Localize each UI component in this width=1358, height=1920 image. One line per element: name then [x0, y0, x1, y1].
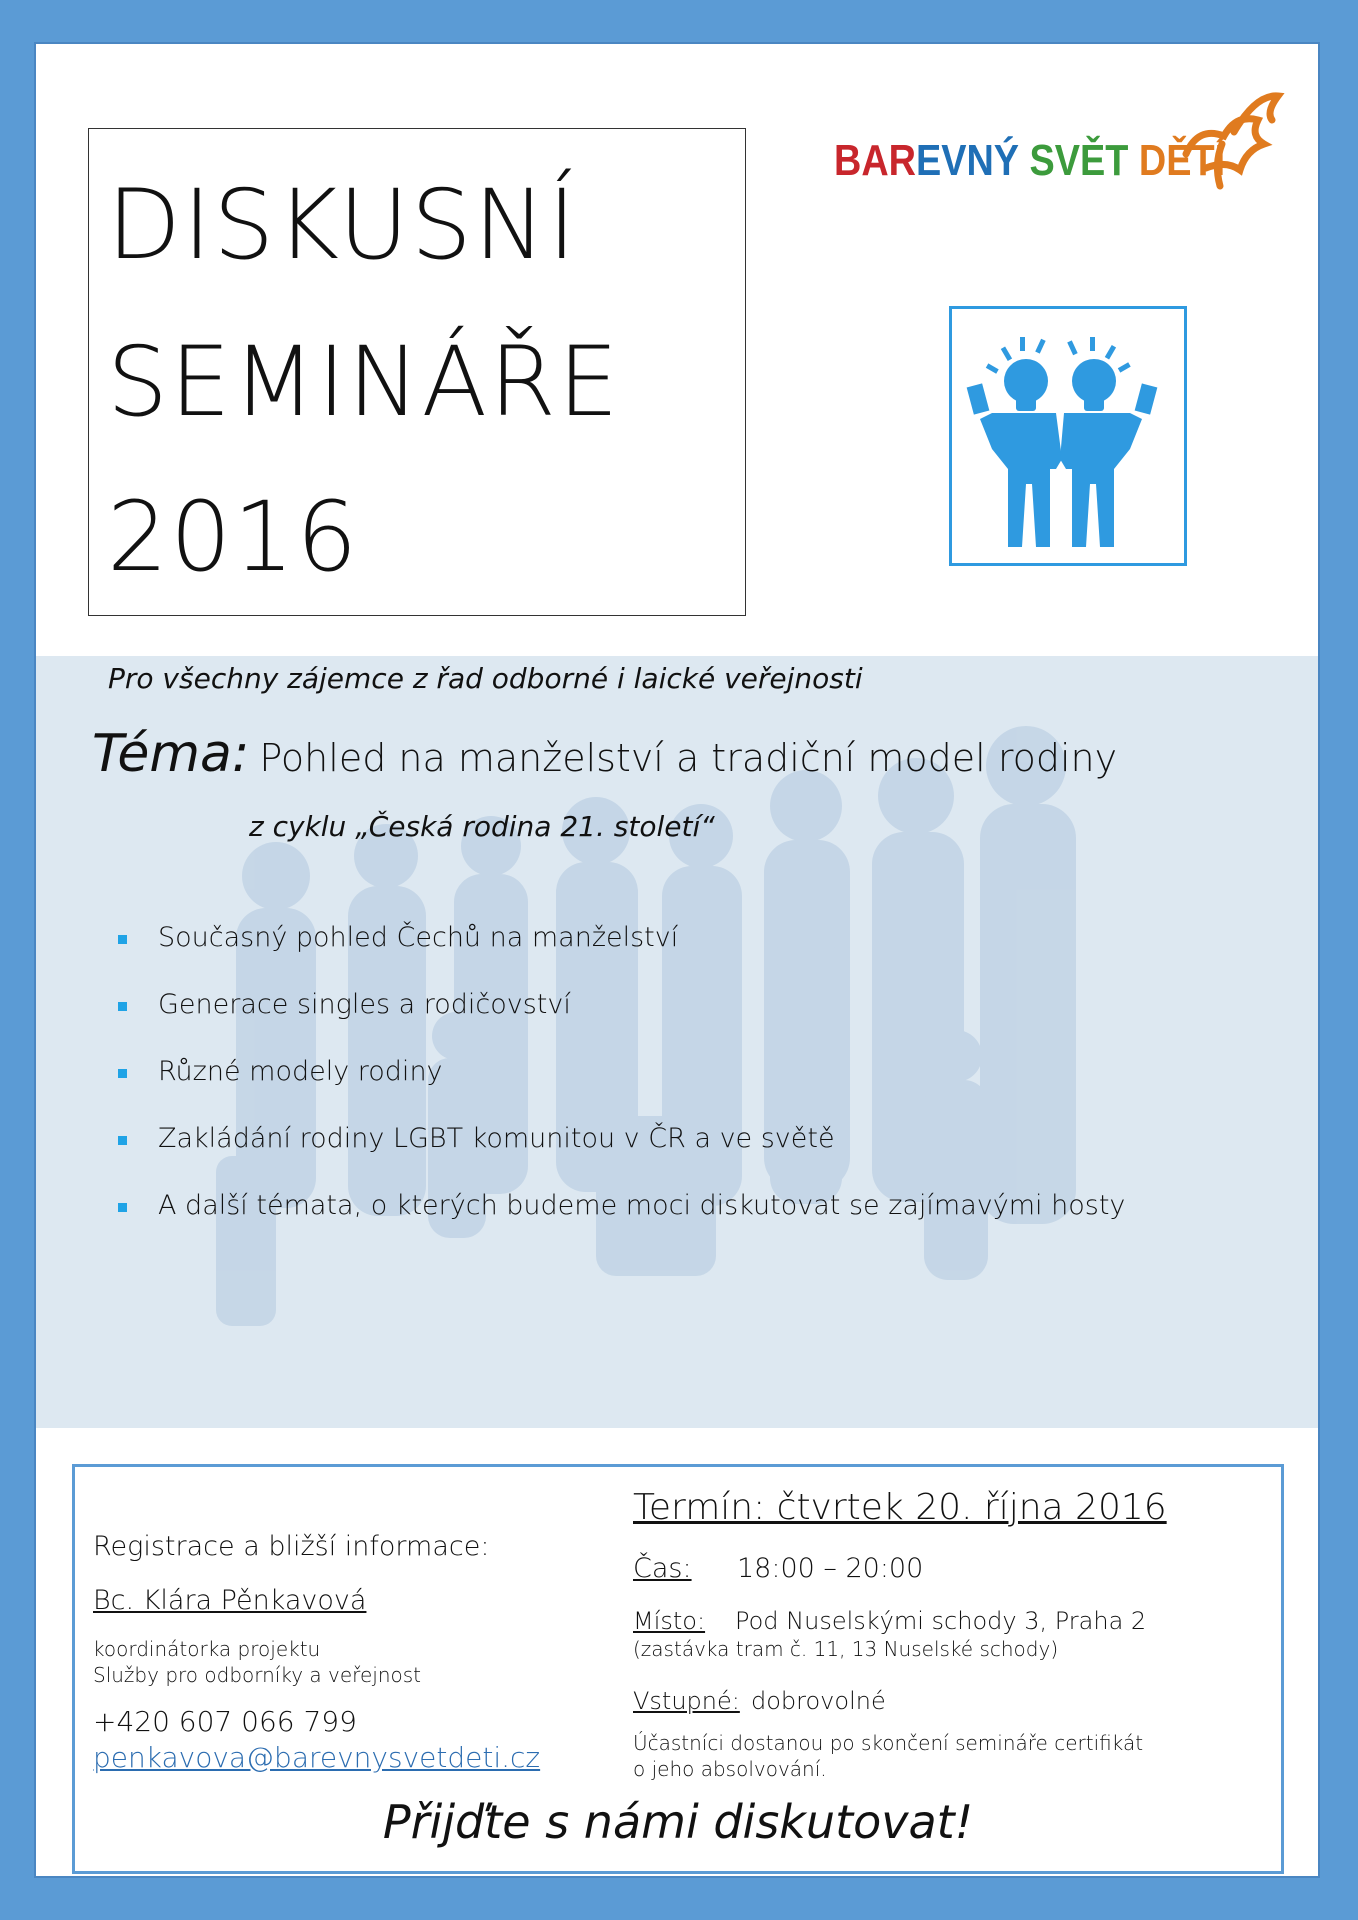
- organization-logo: [826, 74, 1296, 194]
- cycle-subtitle: z cyklu „Česká rodina 21. století“: [249, 810, 715, 843]
- closing-invitation: Přijďte s námi diskutovat!: [382, 1795, 974, 1849]
- certificate-line-2: o jeho absolvování.: [633, 1757, 827, 1781]
- event-date: Termín: čtvrtek 20. října 2016: [633, 1487, 1167, 1528]
- place-label: Místo:: [633, 1607, 706, 1635]
- registration-heading: Registrace a bližší informace:: [93, 1531, 490, 1562]
- bullet-square-icon: [118, 1203, 127, 1212]
- title-line-3: 2016: [107, 481, 360, 593]
- bullet-item: Zakládání rodiny LGBT komunitou v ČR a ve světě: [118, 1123, 1125, 1190]
- time-label: Čas:: [633, 1553, 692, 1584]
- contact-role: koordinátorka projektu: [93, 1637, 321, 1661]
- people-with-ideas-icon: [952, 309, 1184, 563]
- title-box: [88, 128, 746, 616]
- bullet-item: Generace singles a rodičovství: [118, 989, 1125, 1056]
- contact-phone: +420 607 066 799: [93, 1705, 357, 1738]
- topic-text: Pohled na manželství a tradiční model rodiny: [259, 736, 1118, 780]
- two-people-lightbulb-icon: [949, 306, 1187, 566]
- title-line-2: SEMINÁŘE: [107, 326, 621, 438]
- bullet-square-icon: [118, 1069, 127, 1078]
- bullet-square-icon: [118, 1136, 127, 1145]
- contact-email-link[interactable]: penkavova@barevnysvetdeti.cz: [93, 1741, 541, 1774]
- audience-text: Pro všechny zájemce z řad odborné i laické veřejnosti: [108, 662, 863, 695]
- certificate-line-1: Účastníci dostanou po skončení semináře certifikát: [633, 1731, 1144, 1755]
- bullet-item: Různé modely rodiny: [118, 1056, 1125, 1123]
- title-line-1: DISKUSNÍ: [107, 169, 578, 281]
- info-box: [72, 1464, 1284, 1874]
- fee-value: dobrovolné: [751, 1687, 886, 1715]
- contact-department: Služby pro odborníky a veřejnost: [93, 1663, 421, 1687]
- topic-label: Téma:: [92, 724, 250, 784]
- bullet-item: A další témata, o kterých budeme moci diskutovat se zajímavými hosty: [118, 1190, 1125, 1257]
- place-value: Pod Nuselskými schody 3, Praha 2: [735, 1607, 1147, 1635]
- bullet-square-icon: [118, 1002, 127, 1011]
- poster: [34, 42, 1320, 1878]
- logo-text: BAREVNÝ SVĚT DĚTÍ: [834, 136, 1226, 185]
- contact-name: Bc. Klára Pěnkavová: [93, 1585, 367, 1616]
- place-note: (zastávka tram č. 11, 13 Nuselské schody): [633, 1637, 1059, 1661]
- topic-bullets: [118, 922, 1125, 1257]
- bullet-item: Současný pohled Čechů na manželství: [118, 922, 1125, 989]
- fee-label: Vstupné:: [633, 1687, 740, 1715]
- bullet-square-icon: [118, 935, 127, 944]
- time-value: 18:00 – 20:00: [737, 1553, 924, 1584]
- topic-heading: [92, 724, 1117, 784]
